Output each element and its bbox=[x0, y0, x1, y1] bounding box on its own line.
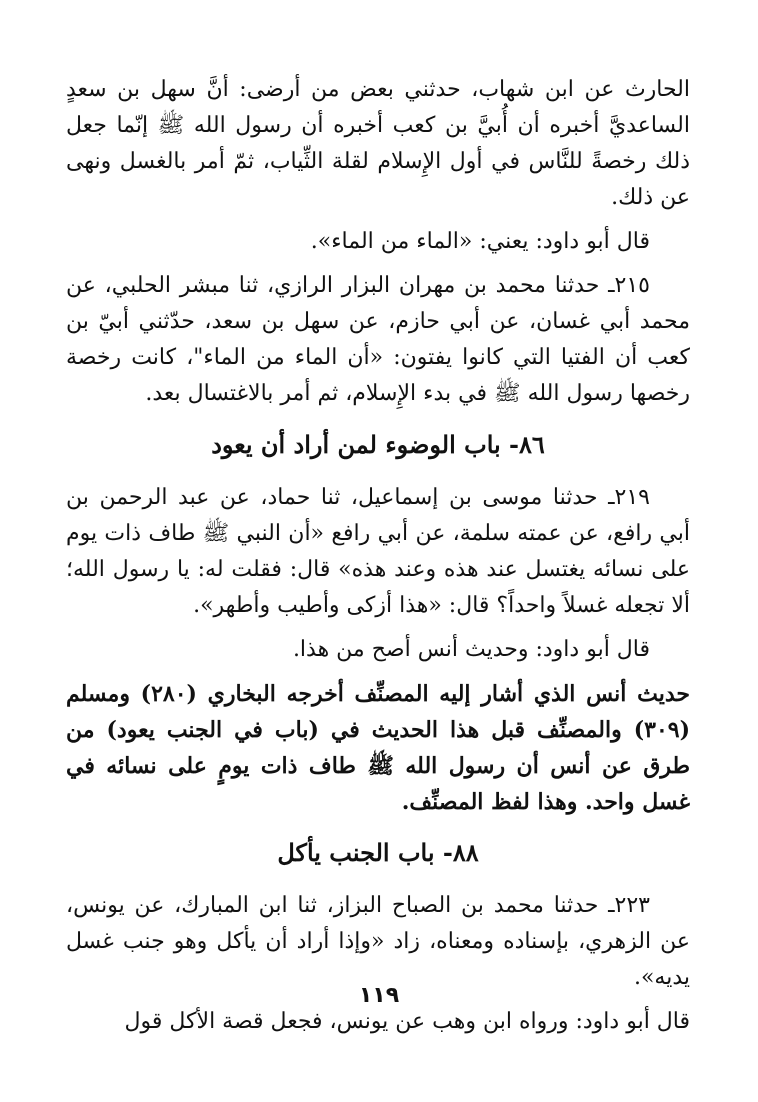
paragraph-abu-dawud-comment: قال أبو داود: يعني: «الماء من الماء». bbox=[310, 229, 650, 254]
paragraph-hadith-223: ٢٢٣ـ حدثنا محمد بن الصباح البزاز، ثنا ابن المبارك، عن يونس، عن الزهري، بإسناده ومعناه، زاد «وإذا أراد أن يأكل وهو جنب غسل يديه». bbox=[66, 893, 690, 990]
page-number: ١١٩ bbox=[358, 983, 400, 1008]
paragraph-hadith-continuation: الحارث عن ابن شهاب، حدثني بعض من أرضى: أنَّ سهل بن سعدٍ الساعديَّ أخبره أن أُبيَّ بن كعب أخبره أن رسول الله ﷺ إنّما جعل ذلك رخصةً للنَّاس في أول الإِسلام لقلة الثِّياب، ثمّ أمر بالغسل ونهى عن ذلك. bbox=[66, 77, 690, 210]
chapter-heading-88: ٨٨- باب الجنب يأكل bbox=[277, 838, 479, 867]
page-body bbox=[66, 72, 690, 1048]
paragraph-hadith-219: ٢١٩ـ حدثنا موسى بن إسماعيل، ثنا حماد، عن عبد الرحمن بن أبي رافع، عن عمته سلمة، عن أبي رافع «أن النبي ﷺ طاف ذات يوم على نسائه يغتسل عند هذه وعند هذه» قال: فقلت له: يا رسول الله؛ ألا تجعله غسلاً واحداً؟ قال: «هذا أزكى وأطيب وأطهر». bbox=[66, 485, 690, 618]
paragraph-hadith-215: ٢١٥ـ حدثنا محمد بن مهران البزار الرازي، ثنا مبشر الحلبي، عن محمد أبي غسان، عن أبي حازم، عن سهل بن سعد، حدّثني أبيّ بن كعب أن الفتيا التي كانوا يفتون: «أن الماء من الماء"، كانت رخصة رخصها رسول الله ﷺ في بدء الإِسلام، ثم أمر بالاغتسال بعد. bbox=[66, 273, 690, 406]
paragraph-abu-dawud-ibn-wahb: قال أبو داود: ورواه ابن وهب عن يونس، فجعل قصة الأكل قول bbox=[124, 1009, 690, 1034]
chapter-heading-86: ٨٦- باب الوضوء لمن أراد أن يعود bbox=[211, 430, 545, 459]
paragraph-abu-dawud-anas: قال أبو داود: وحديث أنس أصح من هذا. bbox=[292, 637, 650, 662]
paragraph-commentary: حديث أنس الذي أشار إليه المصنِّف أخرجه البخاري (٢٨٠) ومسلم (٣٠٩) والمصنِّف قبل هذا الحديث في (باب في الجنب يعود) من طرق عن أنس أن رسول الله ﷺ طاف ذات يومٍ على نسائه في غسل واحد. وهذا لفظ المصنِّف. bbox=[66, 681, 691, 815]
